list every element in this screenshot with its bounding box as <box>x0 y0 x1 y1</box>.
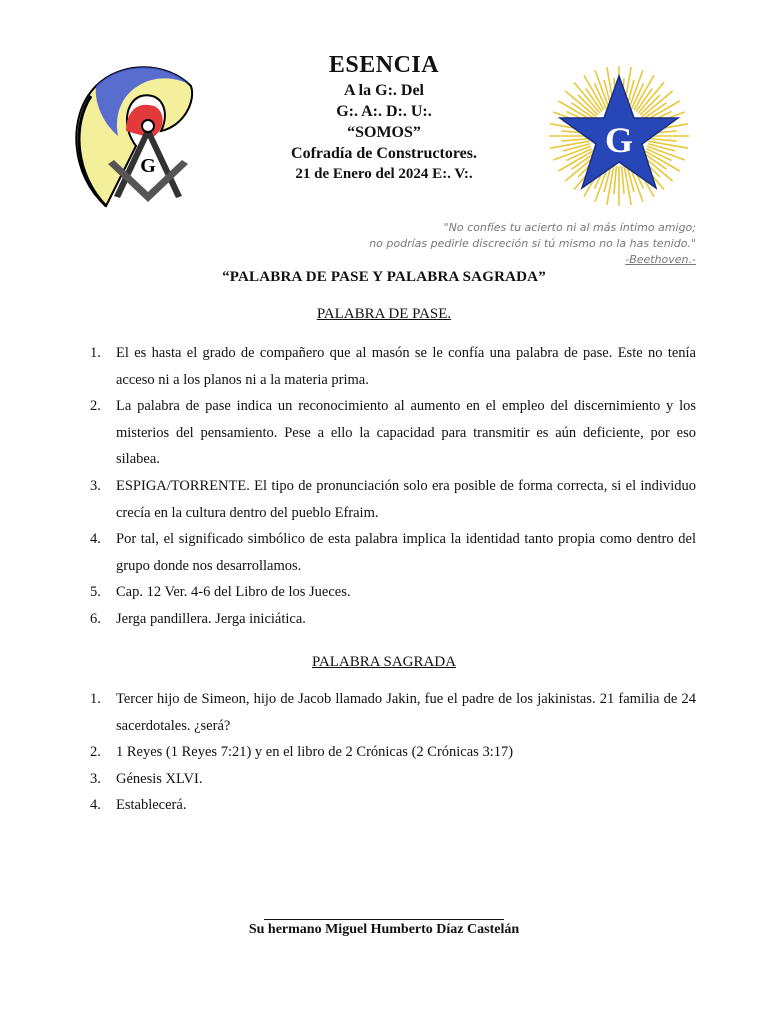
signature-line <box>264 919 504 920</box>
svg-text:G: G <box>140 155 156 177</box>
list-item: 3. ESPIGA/TORRENTE. El tipo de pronunciación solo era posible de forma correcta, si el individuo crecía en la cultura dentro del pueblo Efraim. <box>90 477 696 521</box>
quote-line-1: "No confíes tu acierto ni al más íntimo amigo; <box>443 221 696 234</box>
section-title-pase: PALABRA DE PASE. <box>316 306 452 322</box>
list-item: 5. Cap. 12 Ver. 4-6 del Libro de los Jueces. <box>90 584 351 601</box>
header-date: 21 de Enero del 2024 E:. V:. <box>295 166 473 182</box>
list-pase <box>90 340 696 633</box>
list-item: 6. Jerga pandillera. Jerga iniciática. <box>90 610 306 627</box>
right-logo <box>546 56 692 216</box>
list-item: 4. Por tal, el significado simbólico de esta palabra implica la identidad tanto propia como dentro del grupo donde nos desarrollamos. <box>90 531 696 574</box>
list-item: 2. La palabra de pase indica un reconocimiento al aumento en el empleo del discernimiento y los misterios del pensamiento. Pese a ello la capacidad para transmitir es aún deficiente, por eso silabea. <box>90 398 696 468</box>
header-line-1: A la G:. Del <box>344 82 424 99</box>
left-logo <box>66 56 198 214</box>
section-title-sagrada: PALABRA SAGRADA <box>311 654 457 670</box>
header-line-4: Cofradía de Constructores. <box>291 145 477 162</box>
list-item: 1. El es hasta el grado de compañero que al masón se le confía una palabra de pase. Este no tenía acceso ni a los planos ni a la materia prima. <box>90 345 696 388</box>
document-title: ESENCIA <box>328 52 440 78</box>
header-line-3: “SOMOS” <box>347 124 421 141</box>
list-item: 4. Establecerá. <box>90 797 187 814</box>
list-sagrada <box>90 686 696 819</box>
header-line-2: G:. A:. D:. U:. <box>336 103 432 120</box>
quote-line-2: no podrías pedirle discreción si tú mismo no la has tenido." <box>369 237 696 250</box>
signature: Su hermano Miguel Humberto Díaz Castelán <box>248 922 520 937</box>
square-compass-swirl-icon <box>66 56 198 214</box>
list-item: 1. Tercer hijo de Simeon, hijo de Jacob llamado Jakin, fue el padre de los jakinistas. 21 familia de 24 sacerdotales. ¿será? <box>90 691 696 734</box>
main-title: “PALABRA DE PASE Y PALABRA SAGRADA” <box>222 269 546 285</box>
svg-text:G: G <box>604 120 634 160</box>
blue-star-g-icon <box>546 56 692 216</box>
document-header <box>230 50 538 185</box>
quote-block <box>369 220 696 268</box>
list-item: 3. Génesis XLVI. <box>90 770 203 787</box>
quote-author: -Beethoven.- <box>625 253 696 266</box>
list-item: 2. 1 Reyes (1 Reyes 7:21) y en el libro de 2 Crónicas (2 Crónicas 3:17) <box>90 744 514 761</box>
